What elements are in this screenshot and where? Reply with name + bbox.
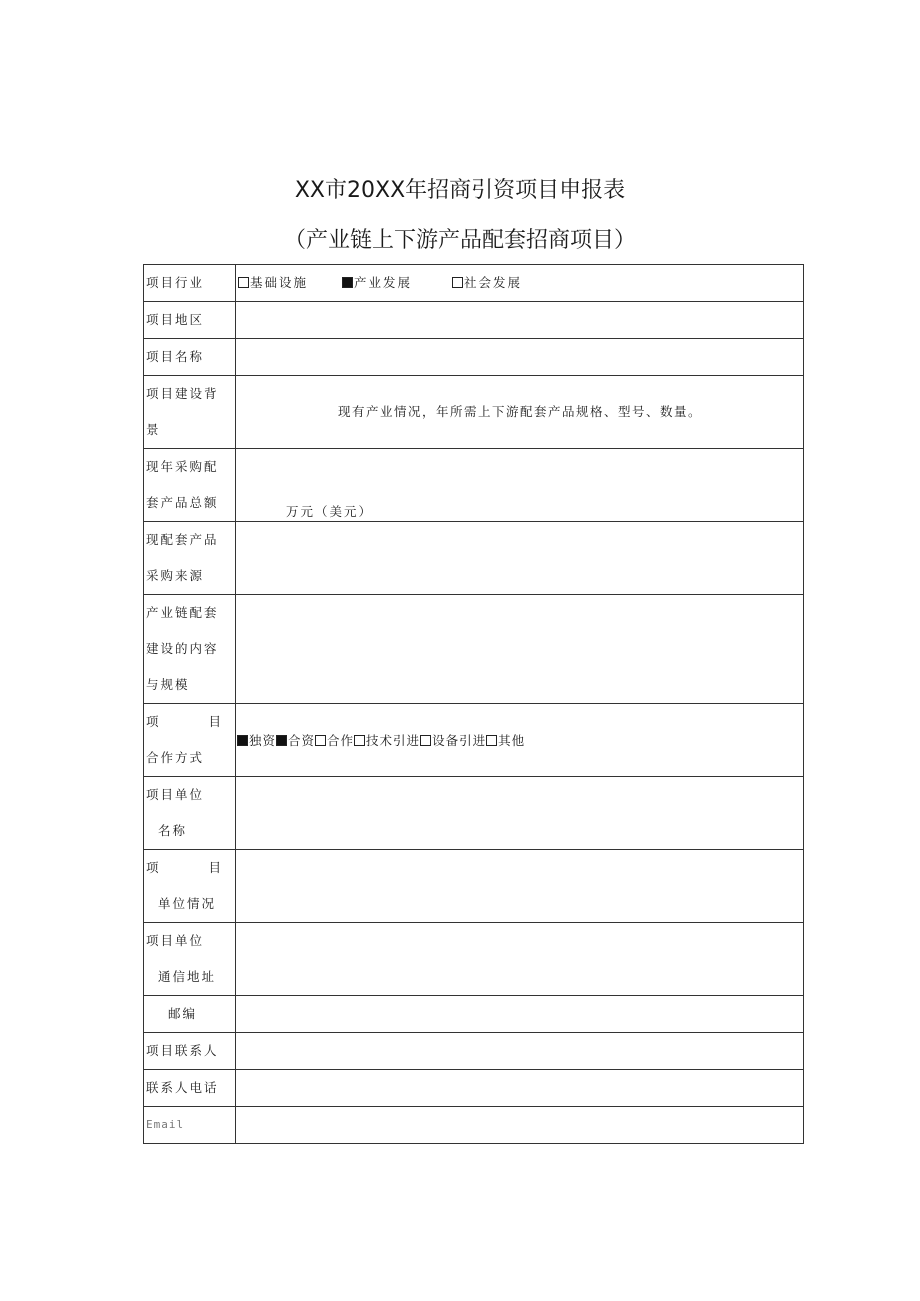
unit-address-label-line1: 项目单位 <box>146 933 205 948</box>
row-contact <box>144 1033 804 1070</box>
project-name-label: 项目名称 <box>146 349 205 364</box>
industry-option-industry[interactable]: 产业发展 <box>342 275 412 290</box>
postcode-field[interactable] <box>236 996 804 1033</box>
row-unit-address <box>144 923 804 996</box>
row-purchase-source <box>144 522 804 595</box>
background-label-line1: 项目建设背 <box>146 386 219 401</box>
purchase-source-label-line2: 采购来源 <box>146 568 205 583</box>
row-unit-name <box>144 777 804 850</box>
row-unit-status <box>144 850 804 923</box>
unit-address-field[interactable] <box>236 923 804 996</box>
row-background <box>144 376 804 449</box>
unit-status-label-line2: 单位情况 <box>158 896 217 911</box>
industry-option-social[interactable]: 社会发展 <box>452 275 522 290</box>
background-text: 现有产业情况，年所需上下游配套产品规格、型号、数量。 <box>338 404 703 419</box>
project-name-field[interactable] <box>236 339 804 376</box>
purchase-total-label-line2: 套产品总额 <box>146 495 219 510</box>
phone-field[interactable] <box>236 1070 804 1107</box>
industry-label: 项目行业 <box>146 275 205 290</box>
row-project-name <box>144 339 804 376</box>
chain-content-label-line1: 产业链配套 <box>146 605 219 620</box>
unit-name-field[interactable] <box>236 777 804 850</box>
contact-field[interactable] <box>236 1033 804 1070</box>
cooperation-option-cooperate[interactable]: 合作 <box>315 733 354 748</box>
checkbox-icon <box>486 735 497 746</box>
checkbox-icon <box>420 735 431 746</box>
row-email <box>144 1107 804 1144</box>
postcode-label: 邮编 <box>168 1006 198 1021</box>
cooperation-option-joint[interactable]: 合资 <box>276 733 315 748</box>
application-form-table <box>143 264 804 1144</box>
cooperation-option-equipment[interactable]: 设备引进 <box>420 733 486 748</box>
chain-content-field[interactable] <box>236 595 804 704</box>
purchase-total-label-line1: 现年采购配 <box>146 459 219 474</box>
checkbox-icon <box>452 277 463 288</box>
email-field[interactable] <box>236 1107 804 1144</box>
unit-name-label-line1: 项目单位 <box>146 787 205 802</box>
row-phone <box>144 1070 804 1107</box>
region-field[interactable] <box>236 302 804 339</box>
row-chain-content <box>144 595 804 704</box>
region-label: 项目地区 <box>146 312 205 327</box>
unit-status-label-line1: 项 目 <box>146 860 223 875</box>
email-label: Email <box>146 1118 185 1131</box>
checkbox-icon <box>354 735 365 746</box>
cooperation-label-line1: 项 目 <box>146 714 223 729</box>
cooperation-option-sole[interactable]: 独资 <box>237 733 276 748</box>
unit-status-field[interactable] <box>236 850 804 923</box>
row-industry <box>144 265 804 302</box>
checkbox-icon <box>238 277 249 288</box>
background-field[interactable] <box>236 376 804 449</box>
purchase-total-field[interactable] <box>236 449 804 522</box>
cooperation-option-tech[interactable]: 技术引进 <box>354 733 420 748</box>
purchase-total-unit: 万元（美元） <box>286 504 374 519</box>
background-label-line2: 景 <box>146 422 161 437</box>
industry-option-infrastructure[interactable]: 基础设施 <box>238 275 308 290</box>
checkbox-icon <box>315 735 326 746</box>
row-postcode <box>144 996 804 1033</box>
contact-label: 项目联系人 <box>146 1043 219 1058</box>
cooperation-label-line2: 合作方式 <box>146 750 205 765</box>
chain-content-label-line2: 建设的内容 <box>146 641 219 656</box>
form-title: XX市20XX年招商引资项目申报表 <box>294 178 626 203</box>
checkbox-checked-icon <box>276 735 287 746</box>
chain-content-label-line3: 与规模 <box>146 677 190 692</box>
cooperation-option-other[interactable]: 其他 <box>486 733 525 748</box>
phone-label: 联系人电话 <box>146 1080 219 1095</box>
row-region <box>144 302 804 339</box>
row-cooperation <box>144 704 804 777</box>
form-subtitle: （产业链上下游产品配套招商项目） <box>283 228 636 253</box>
purchase-source-label-line1: 现配套产品 <box>146 532 219 547</box>
checkbox-checked-icon <box>237 735 248 746</box>
unit-address-label-line2: 通信地址 <box>158 969 217 984</box>
purchase-source-field[interactable] <box>236 522 804 595</box>
unit-name-label-line2: 名称 <box>158 823 188 838</box>
checkbox-checked-icon <box>342 277 353 288</box>
row-purchase-total <box>144 449 804 522</box>
